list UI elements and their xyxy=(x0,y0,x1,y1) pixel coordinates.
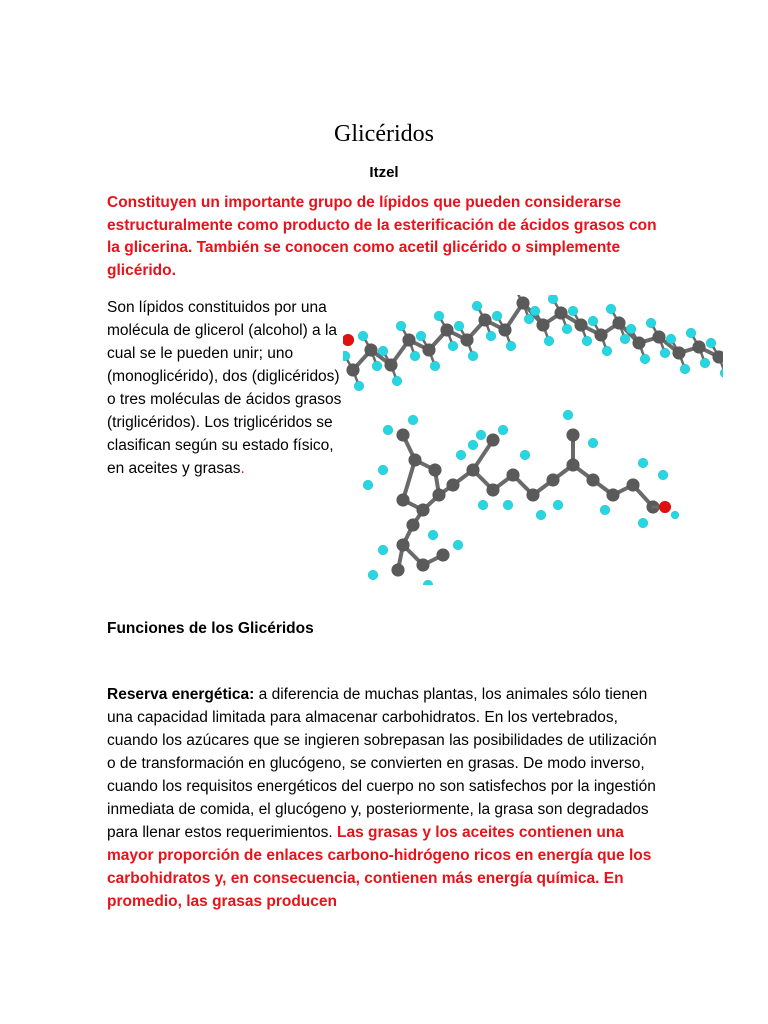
atom xyxy=(343,334,354,346)
atom xyxy=(660,348,670,358)
atom xyxy=(437,549,450,562)
atom xyxy=(595,329,608,342)
atom xyxy=(613,317,626,330)
atom xyxy=(487,434,500,447)
atom xyxy=(416,331,426,341)
atom xyxy=(700,358,710,368)
atom xyxy=(498,425,508,435)
atom xyxy=(430,361,440,371)
section-heading: Funciones de los Glicéridos xyxy=(107,620,314,637)
atom xyxy=(434,311,444,321)
atom xyxy=(408,415,418,425)
atom xyxy=(392,564,405,577)
atom xyxy=(602,346,612,356)
atom xyxy=(347,364,360,377)
atom xyxy=(640,354,650,364)
atom xyxy=(368,570,378,580)
energy-reserve-lead: Reserva energética: xyxy=(107,686,255,703)
lipids-paragraph xyxy=(107,296,347,480)
atom xyxy=(530,306,540,316)
atom xyxy=(417,559,430,572)
atom xyxy=(537,319,550,332)
atom xyxy=(410,351,420,361)
atom xyxy=(536,510,546,520)
atom xyxy=(607,489,620,502)
atom xyxy=(358,331,368,341)
atom xyxy=(548,295,558,304)
atom xyxy=(447,479,460,492)
atom xyxy=(673,347,686,360)
atom xyxy=(479,314,492,327)
atom xyxy=(553,500,563,510)
lipids-paragraph-text: Son lípidos constituidos por una molécula de glicerol (alcohol) a la cual se le pueden unir; uno (monoglicérido), dos (diglicéridos) o tres moléculas de ácidos grasos (triglicéridos). Los triglicéridos se clasifican según su estado físico, en aceites y grasas xyxy=(107,299,342,477)
atom xyxy=(638,518,648,528)
atom xyxy=(582,336,592,346)
energy-reserve-paragraph xyxy=(107,683,667,913)
atom xyxy=(448,341,458,351)
atom xyxy=(385,359,398,372)
atom xyxy=(397,494,410,507)
atom xyxy=(407,519,420,532)
atom xyxy=(503,500,513,510)
atom xyxy=(638,458,648,468)
atom xyxy=(520,450,530,460)
atom xyxy=(486,331,496,341)
lipids-paragraph-end: . xyxy=(240,460,245,477)
atom xyxy=(372,361,382,371)
atom xyxy=(713,351,724,364)
atom xyxy=(563,410,573,420)
atom xyxy=(476,430,486,440)
atom xyxy=(409,454,422,467)
atom xyxy=(720,368,723,378)
atom xyxy=(461,334,474,347)
atom xyxy=(343,351,350,361)
atom xyxy=(492,311,502,321)
atom xyxy=(527,489,540,502)
atom xyxy=(544,336,554,346)
atom xyxy=(658,470,668,480)
atom xyxy=(588,438,598,448)
atom xyxy=(693,341,706,354)
intro-paragraph: Constituyen un importante grupo de lípidos que pueden considerarse estructuralmente como producto de la esterificación de ácidos grasos con la glicerina. También se conocen como acetil glicérido o simplemente glicérido. xyxy=(107,194,657,279)
atom xyxy=(383,425,393,435)
atom xyxy=(600,505,610,515)
atom xyxy=(378,346,388,356)
atom xyxy=(363,480,373,490)
atom xyxy=(467,464,480,477)
atom xyxy=(396,321,406,331)
atom xyxy=(686,328,696,338)
atom xyxy=(365,344,378,357)
atom xyxy=(606,304,616,314)
atom xyxy=(653,331,666,344)
atom xyxy=(588,316,598,326)
atom xyxy=(626,324,636,334)
atom xyxy=(468,351,478,361)
atom xyxy=(507,469,520,482)
atom xyxy=(666,334,676,344)
atom xyxy=(378,465,388,475)
atom xyxy=(428,530,438,540)
energy-reserve-text: a diferencia de muchas plantas, los animales sólo tienen una capacidad limitada para almacenar carbohidratos. En los vertebrados, cuando los azúcares que se ingieren sobrepasan las posibilidades de utilización o de transformación en glucógeno, se convierten en grasas. De modo inverso, cuando los requisitos energéticos del cuerpo no son satisfechos por la ingestión inmediata de comida, el glucógeno y, posteriormente, la grasa son degradados para llenar estos requerimientos. xyxy=(107,686,657,841)
author-name: Itzel xyxy=(369,164,399,181)
atom xyxy=(403,334,416,347)
atom xyxy=(567,459,580,472)
atom xyxy=(423,580,433,585)
atom xyxy=(671,511,679,519)
atom xyxy=(487,484,500,497)
energy-reserve-red-text: Las grasas y los aceites contienen una mayor proporción de enlaces carbono-hidrógeno ricos en energía que los carbohidratos y, en consecuencia, contienen más energía química. En promedio, las grasas producen xyxy=(107,824,652,910)
atom xyxy=(423,344,436,357)
atom xyxy=(392,376,402,386)
atom xyxy=(429,464,442,477)
atom xyxy=(659,501,671,513)
atom xyxy=(354,381,364,391)
atom xyxy=(562,324,572,334)
atom xyxy=(499,324,512,337)
atom xyxy=(441,324,454,337)
atom xyxy=(568,306,578,316)
molecule-ball-and-stick-icon xyxy=(343,295,723,585)
atom xyxy=(417,504,430,517)
atom xyxy=(620,334,630,344)
atom xyxy=(397,429,410,442)
atom xyxy=(468,440,478,450)
atom xyxy=(378,545,388,555)
atom xyxy=(456,450,466,460)
atom xyxy=(627,479,640,492)
atom xyxy=(454,321,464,331)
atom xyxy=(555,307,568,320)
document-title: Glicéridos xyxy=(334,121,434,147)
atom xyxy=(646,318,656,328)
atom xyxy=(517,297,530,310)
atom xyxy=(633,337,646,350)
atom xyxy=(587,474,600,487)
atom xyxy=(706,338,716,348)
atom xyxy=(575,319,588,332)
atom xyxy=(397,539,410,552)
atom xyxy=(433,489,446,502)
atom xyxy=(547,474,560,487)
atom xyxy=(472,301,482,311)
atom xyxy=(680,364,690,374)
atom xyxy=(453,540,463,550)
atom xyxy=(567,429,580,442)
atom xyxy=(506,341,516,351)
atom xyxy=(478,500,488,510)
